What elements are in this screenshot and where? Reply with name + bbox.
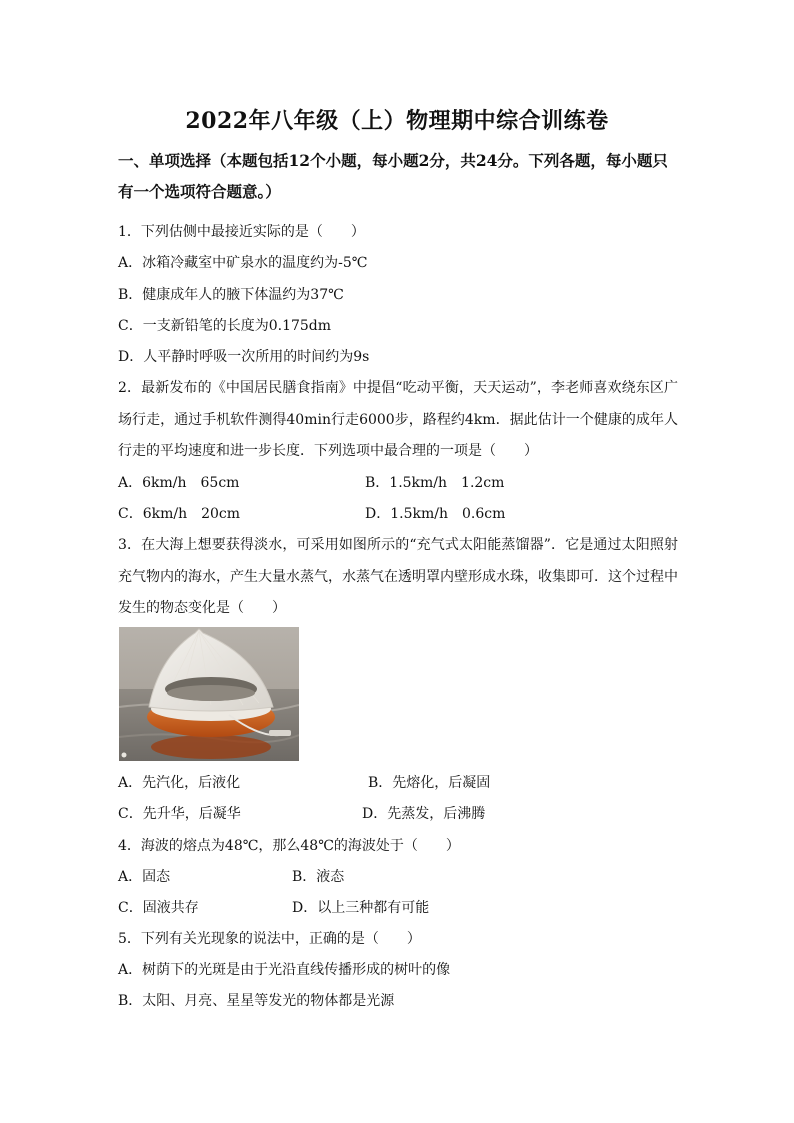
- question-5-option-a: A．树荫下的光斑是由于光沿直线传播形成的树叶的像: [118, 962, 451, 978]
- question-2-option-a: A．6km/h 65cm: [118, 475, 240, 491]
- question-4-option-a: A．固态: [118, 869, 171, 885]
- question-5-stem: 5．下列有关光现象的说法中，正确的是（ ）: [118, 931, 421, 947]
- question-3-stem: 3．在大海上想要获得淡水，可采用如图所示的“充气式太阳能蒸馏器”．它是通过太阳照射充气物内的海水，产生大量水蒸气，水蒸气在透明罩内壁形成水珠，收集即可．这个过程中发生的物态变化是（ ）: [118, 537, 678, 616]
- question-3-option-c: C．先升华，后凝华: [118, 806, 241, 822]
- question-3-option-a: A．先汽化，后液化: [118, 775, 241, 791]
- question-1-option-b: B．健康成年人的腋下体温约为37℃: [118, 287, 344, 303]
- question-4-option-c: C．固液共存: [118, 900, 199, 916]
- question-5-option-b: B．太阳、月亮、星星等发光的物体都是光源: [118, 993, 395, 1009]
- question-4-stem: 4．海波的熔点为48℃，那么48℃的海波处于（ ）: [118, 838, 460, 854]
- question-4-option-d: D．以上三种都有可能: [292, 900, 430, 916]
- question-2-option-b: B．1.5km/h 1.2cm: [365, 475, 505, 491]
- section-heading: 一、单项选择（本题包括12个小题，每小题2分，共24分。下列各题，每小题只有一个选项符合题意。）: [118, 151, 668, 201]
- question-2-option-d: D．1.5km/h 0.6cm: [365, 506, 506, 522]
- question-3-option-d: D．先蒸发，后沸腾: [362, 806, 486, 822]
- page-title: 2022年八年级（上）物理期中综合训练卷: [185, 108, 609, 134]
- question-1-option-a: A．冰箱冷藏室中矿泉水的温度约为-5℃: [118, 255, 368, 271]
- question-2-option-c: C．6km/h 20cm: [118, 506, 241, 522]
- question-3-option-b: B．先熔化，后凝固: [368, 775, 491, 791]
- question-1-option-d: D．人平静时呼吸一次所用的时间约为9s: [118, 349, 370, 365]
- question-1-stem: 1．下列估侧中最接近实际的是（ ）: [118, 224, 365, 240]
- solar-still-photo: [119, 627, 299, 761]
- question-4-option-b: B．液态: [292, 869, 345, 885]
- question-2-stem: 2．最新发布的《中国居民膳食指南》中提倡“吃动平衡，天天运动”，李老师喜欢绕东区广场行走，通过手机软件测得40min行走6000步，路程约4km．据此估计一个健康的成年人行走的平均速度和进一步长度．下列选项中最合理的一项是（ ）: [118, 380, 678, 459]
- question-1-option-c: C．一支新铅笔的长度为0.175dm: [118, 318, 332, 334]
